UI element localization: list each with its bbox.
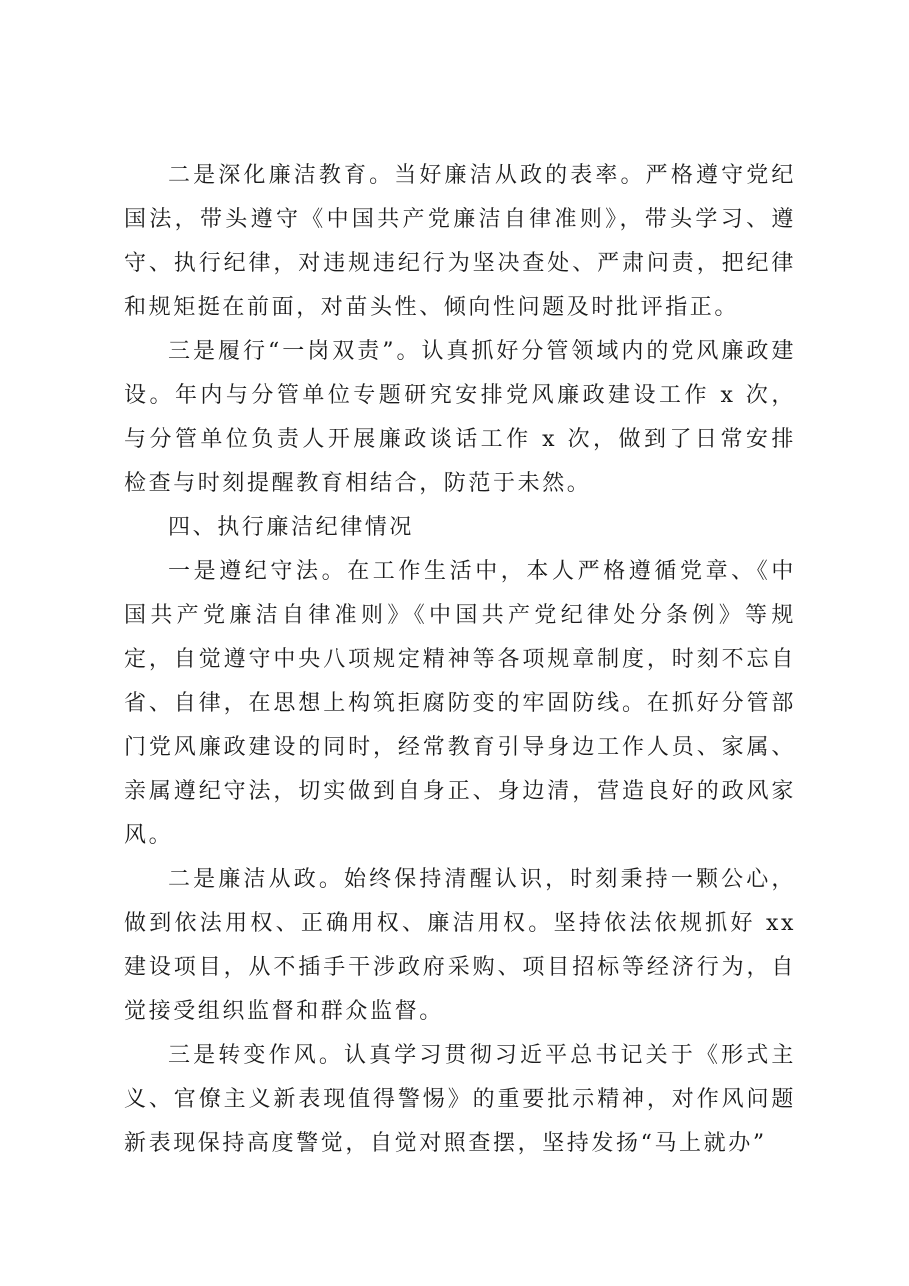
paragraph-abide-by-law: 一是遵纪守法。在工作生活中，本人严格遵循党章、《中国共产党廉洁自律准则》《中国共产党纪律处分条例》等规定，自觉遵守中央八项规定精神等各项规章制度，时刻不忘自省、自律，在思想上构筑拒腐防变的牢固防线。在抓好分管部门党风廉政建设的同时，经常教育引导身边工作人员、家属、亲属遵纪守法，切实做到自身正、身边清，营造良好的政风家风。 [124,559,796,848]
paragraph-deepen-integrity-education: 二是深化廉洁教育。当好廉洁从政的表率。严格遵守党纪国法，带头遵守《中国共产党廉洁自律准则》，带头学习、遵守、执行纪律，对违规违纪行为坚决查处、严肃问责，把纪律和规矩挺在前面，对苗头性、倾向性问题及时批评指正。 [124,163,796,320]
document-body [124,154,796,1166]
paragraph-change-work-style: 三是转变作风。认真学习贯彻习近平总书记关于《形式主义、官僚主义新表现值得警惕》的重要批示精神，对作风问题新表现保持高度警觉，自觉对照查摆，坚持发扬“马上就办” [124,1043,796,1156]
paragraph-dual-responsibility: 三是履行“一岗双责”。认真抓好分管领域内的党风廉政建设。年内与分管单位专题研究安排党风廉政建设工作 x 次，与分管单位负责人开展廉政谈话工作 x 次，做到了日常安排检查与时刻提醒教育相结合，防范于未然。 [124,339,796,496]
section-heading-discipline: 四、执行廉洁纪律情况 [168,515,415,540]
paragraph-clean-governance: 二是廉洁从政。始终保持清醒认识，时刻秉持一颗公心，做到依法用权、正确用权、廉洁用权。坚持依法依规抓好 xx 建设项目，从不插手干涉政府采购、项目招标等经济行为，自觉接受组织监督和群众监督。 [124,867,796,1024]
